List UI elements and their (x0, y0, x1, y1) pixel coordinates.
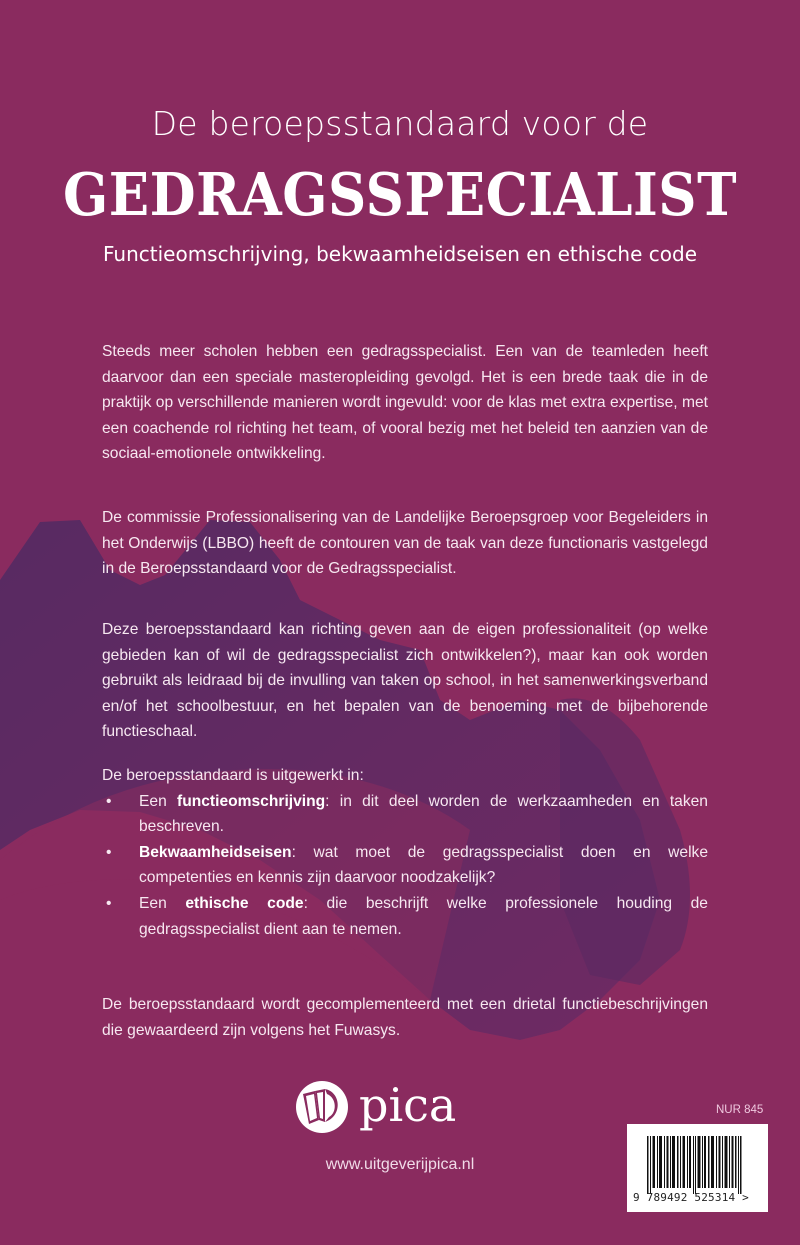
list-item-prefix: Een (139, 792, 177, 810)
list-item-description: : die beschrijft welke professionele houding de gedragsspecialist dient aan te nemen. (139, 894, 708, 938)
isbn-barcode (627, 1124, 768, 1212)
components-list (102, 789, 708, 943)
list-item-prefix: Een (139, 894, 186, 912)
publisher-name: pica (359, 1078, 457, 1132)
publisher-logo (295, 1080, 456, 1134)
isbn-number: 9 789492 525314 > (633, 1191, 749, 1204)
paragraph-intro (102, 339, 708, 467)
list-item (102, 789, 708, 840)
bullet-icon: • (106, 792, 112, 810)
bullet-icon: • (106, 843, 112, 861)
list-item-term: functieomschrijving (177, 792, 326, 810)
publisher-url: www.uitgeverijpica.nl (325, 1156, 475, 1173)
paragraph-text: De beroepsstandaard wordt gecomplementeerd met een drietal functiebeschrijvingen die gewaardeerd zijn volgens het Fuwasys. (102, 996, 708, 1039)
list-intro: De beroepsstandaard is uitgewerkt in: (102, 767, 364, 784)
paragraph-text: Deze beroepsstandaard kan richting geven aan de eigen professionaliteit (op welke gebieden kan of wil de gedragsspecialist zich ontwikkelen?), maar kan ook worden gebruikt als leidraad bij de invulling van taken op school, in het samenwerkingsverband en/of het schoolbestuur, en het bepalen van de benoeming met de bijbehorende functieschaal. (102, 621, 708, 741)
title-prefix: De beroepsstandaard voor de (151, 104, 649, 143)
paragraph-usage (102, 617, 708, 745)
bullet-icon: • (106, 894, 112, 912)
components-list-section (102, 763, 708, 942)
book-title: GEDRAGSSPECIALIST (62, 160, 738, 230)
list-item (102, 891, 708, 942)
list-item-description: : wat moet de gedragsspecialist doen en welke competenties en kennis zijn daarvoor noodzakelijk? (139, 843, 708, 887)
list-item-term: Bekwaamheidseisen (139, 843, 292, 861)
paragraph-closing (102, 992, 708, 1043)
nur-code: NUR 845 (716, 1104, 764, 1116)
paragraph-text: Steeds meer scholen hebben een gedragsspecialist. Een van de teamleden heeft daarvoor dan een speciale masteropleiding gevolgd. Het is een brede taak die in de praktijk op verschillende manieren wordt ingevuld: voor de klas met extra expertise, met een coachende rol richting het team, of vooral bezig met het beleid ten aanzien van de sociaal-emotionele ontwikkeling. (102, 343, 708, 463)
paragraph-commission (102, 505, 708, 582)
list-item (102, 840, 708, 891)
pica-book-logo-icon (295, 1080, 349, 1134)
list-item-description: : in dit deel worden de werkzaamheden en taken beschreven. (139, 792, 708, 836)
book-subtitle: Functieomschrijving, bekwaamheidseisen en ethische code (103, 242, 697, 266)
list-item-term: ethische code (185, 894, 304, 912)
paragraph-text: De commissie Professionalisering van de Landelijke Beroepsgroep voor Begeleiders in het Onderwijs (LBBO) heeft de contouren van de taak van deze functionaris vastgelegd in de Beroepsstandaard voor de Gedragsspecialist. (102, 509, 708, 578)
